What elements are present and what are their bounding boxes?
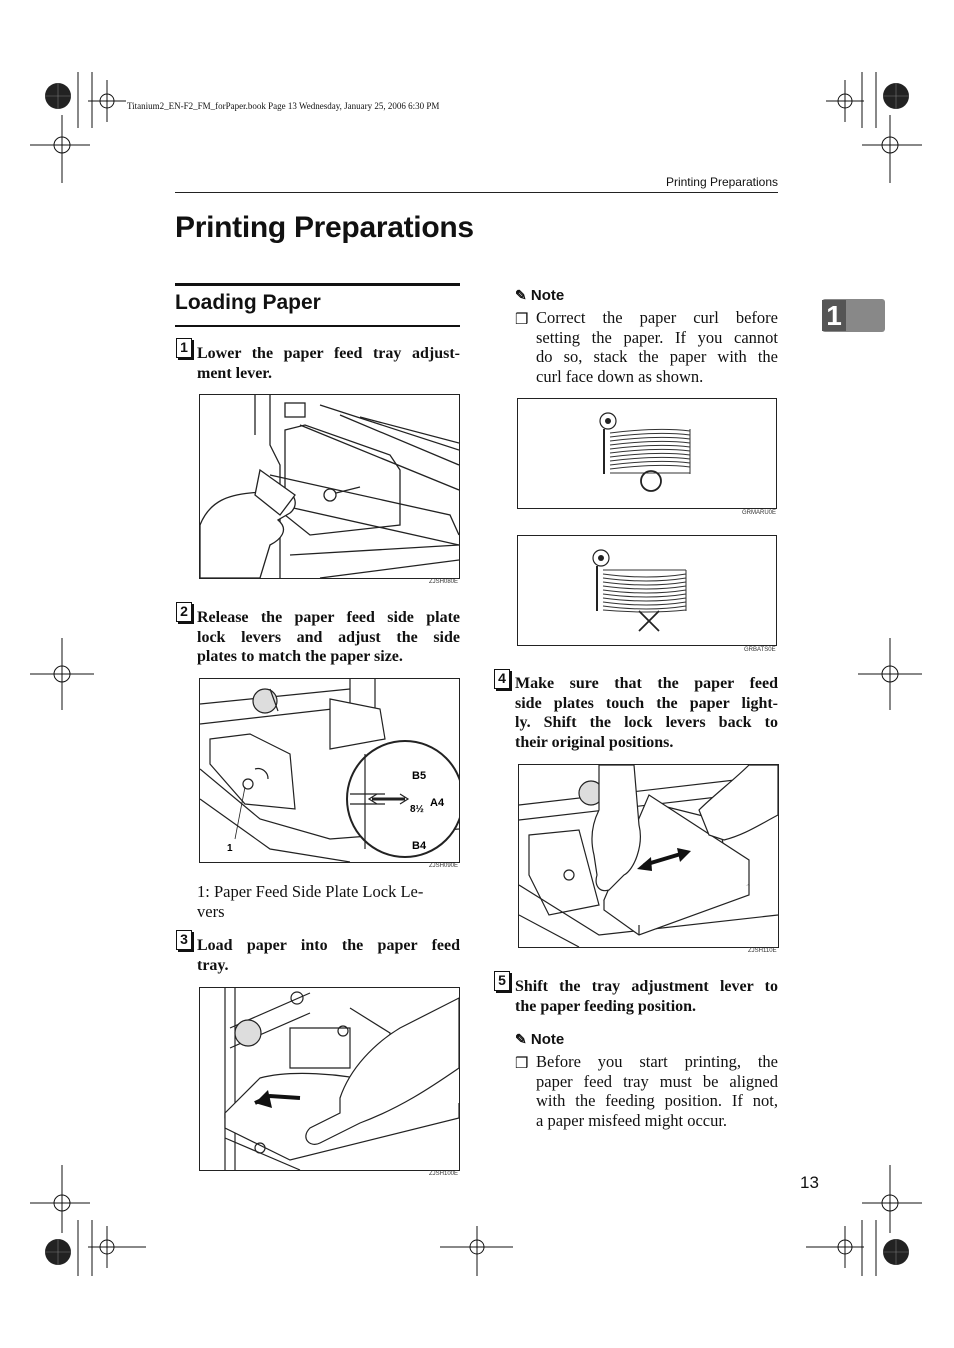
note-text	[536, 308, 778, 386]
size-label: B4	[412, 840, 427, 852]
incorrect-mark-icon	[639, 611, 659, 631]
load-paper-illustration	[200, 988, 459, 1170]
note-text-line: curl face down as shown.	[536, 366, 704, 386]
note-heading-label: Note	[530, 287, 565, 304]
figure-code: GRMARU0E	[742, 510, 777, 516]
page-title: Printing Preparations	[175, 211, 474, 244]
figure-code: GRBATS0E	[744, 647, 776, 653]
running-head: Printing Preparations	[665, 175, 778, 189]
step-text-line: lock levers and adjust the side	[197, 628, 460, 646]
step-text-line: Release the paper feed side plate	[197, 609, 460, 626]
adjust-side-plates-illustration	[519, 765, 778, 947]
step-text-line: Lower the paper feed tray adjust-	[197, 345, 460, 362]
step-4-illustration	[518, 764, 779, 948]
step-text-line: their original positions.	[515, 733, 674, 751]
chapter-tab	[822, 299, 885, 332]
note-text	[536, 1052, 778, 1130]
step-number: 3	[176, 930, 192, 950]
correct-mark-icon	[641, 471, 661, 491]
note-text-line: paper feed tray must be aligned	[536, 1071, 778, 1091]
chapter-number: 1	[822, 300, 846, 331]
header-rule	[175, 192, 778, 193]
note-text-line: a paper misfeed might occur.	[536, 1110, 728, 1130]
note-text-line: do so, stack the paper with the	[536, 347, 778, 366]
side-plates-illustration	[200, 679, 459, 862]
step-1-illustration	[199, 394, 460, 579]
note-text-line: Before you start printing, the	[536, 1052, 778, 1071]
note-heading	[515, 287, 778, 304]
step-number: 1	[176, 338, 192, 358]
page-number: 13	[800, 1173, 819, 1192]
curl-face-up-figure	[518, 536, 776, 645]
step-text-line: ly. Shift the lock levers back to	[515, 714, 778, 731]
step-text-line: side plates touch the paper light-	[515, 694, 778, 712]
curl-face-down-figure	[518, 399, 776, 508]
section-rule	[175, 325, 460, 327]
section-title: Loading Paper	[175, 291, 321, 314]
step-text	[197, 936, 460, 975]
size-label: B5	[412, 770, 427, 782]
step-text-line: tray.	[197, 956, 229, 974]
figure-code: ZJSH100E	[429, 1171, 459, 1177]
step-text	[197, 608, 460, 667]
note-text-line: with the feeding position. If not,	[536, 1091, 778, 1110]
checkbox-bullet-icon: ❒	[515, 312, 529, 328]
book-header: Titanium2_EN-F2_FM_forPaper.book Page 13 Wednesday, January 25, 2006 6:30 PM	[127, 101, 440, 111]
note-block	[515, 1031, 778, 1048]
step-text-line: Shift the tray adjustment lever to	[515, 978, 778, 995]
figure-code: ZJSH080E	[429, 579, 459, 585]
pencil-icon: ✎	[515, 1031, 527, 1047]
figure-code: ZJSH090E	[429, 863, 459, 869]
note-text-line: Correct the paper curl before	[536, 308, 778, 327]
step-number: 4	[494, 669, 510, 689]
note-heading-label: Note	[530, 1031, 565, 1048]
step-text-line: plates to match the paper size.	[197, 648, 403, 665]
pencil-icon: ✎	[515, 287, 527, 303]
step-text-line: Make sure that the paper feed	[515, 675, 778, 692]
correct-curl-illustration	[517, 398, 777, 509]
step-text	[197, 344, 460, 383]
checkbox-bullet-icon: ❒	[515, 1056, 529, 1072]
step-number: 2	[176, 602, 192, 622]
step-text	[515, 977, 778, 1016]
step-text-line: Load paper into the paper feed	[197, 937, 460, 954]
section-rule	[175, 283, 460, 286]
step-text	[515, 674, 778, 752]
callout-label: 1	[227, 843, 233, 854]
figure-code: ZJSH110E	[748, 948, 777, 954]
step-number: 5	[494, 971, 510, 991]
tray-lever-illustration	[200, 395, 459, 578]
note-text-line: setting the paper. If you cannot	[536, 327, 778, 347]
incorrect-curl-illustration	[517, 535, 777, 646]
size-label: A4	[430, 797, 445, 809]
step-2-illustration	[199, 678, 460, 863]
step-text-line: the paper feeding position.	[515, 997, 697, 1015]
step-text-line: ment lever.	[197, 364, 272, 382]
step-3-illustration	[199, 987, 460, 1171]
size-label: 8½	[410, 804, 424, 815]
note-block	[515, 287, 778, 304]
note-heading	[515, 1031, 778, 1048]
figure-callout-caption: 1: Paper Feed Side Plate Lock Le- vers	[197, 882, 424, 921]
